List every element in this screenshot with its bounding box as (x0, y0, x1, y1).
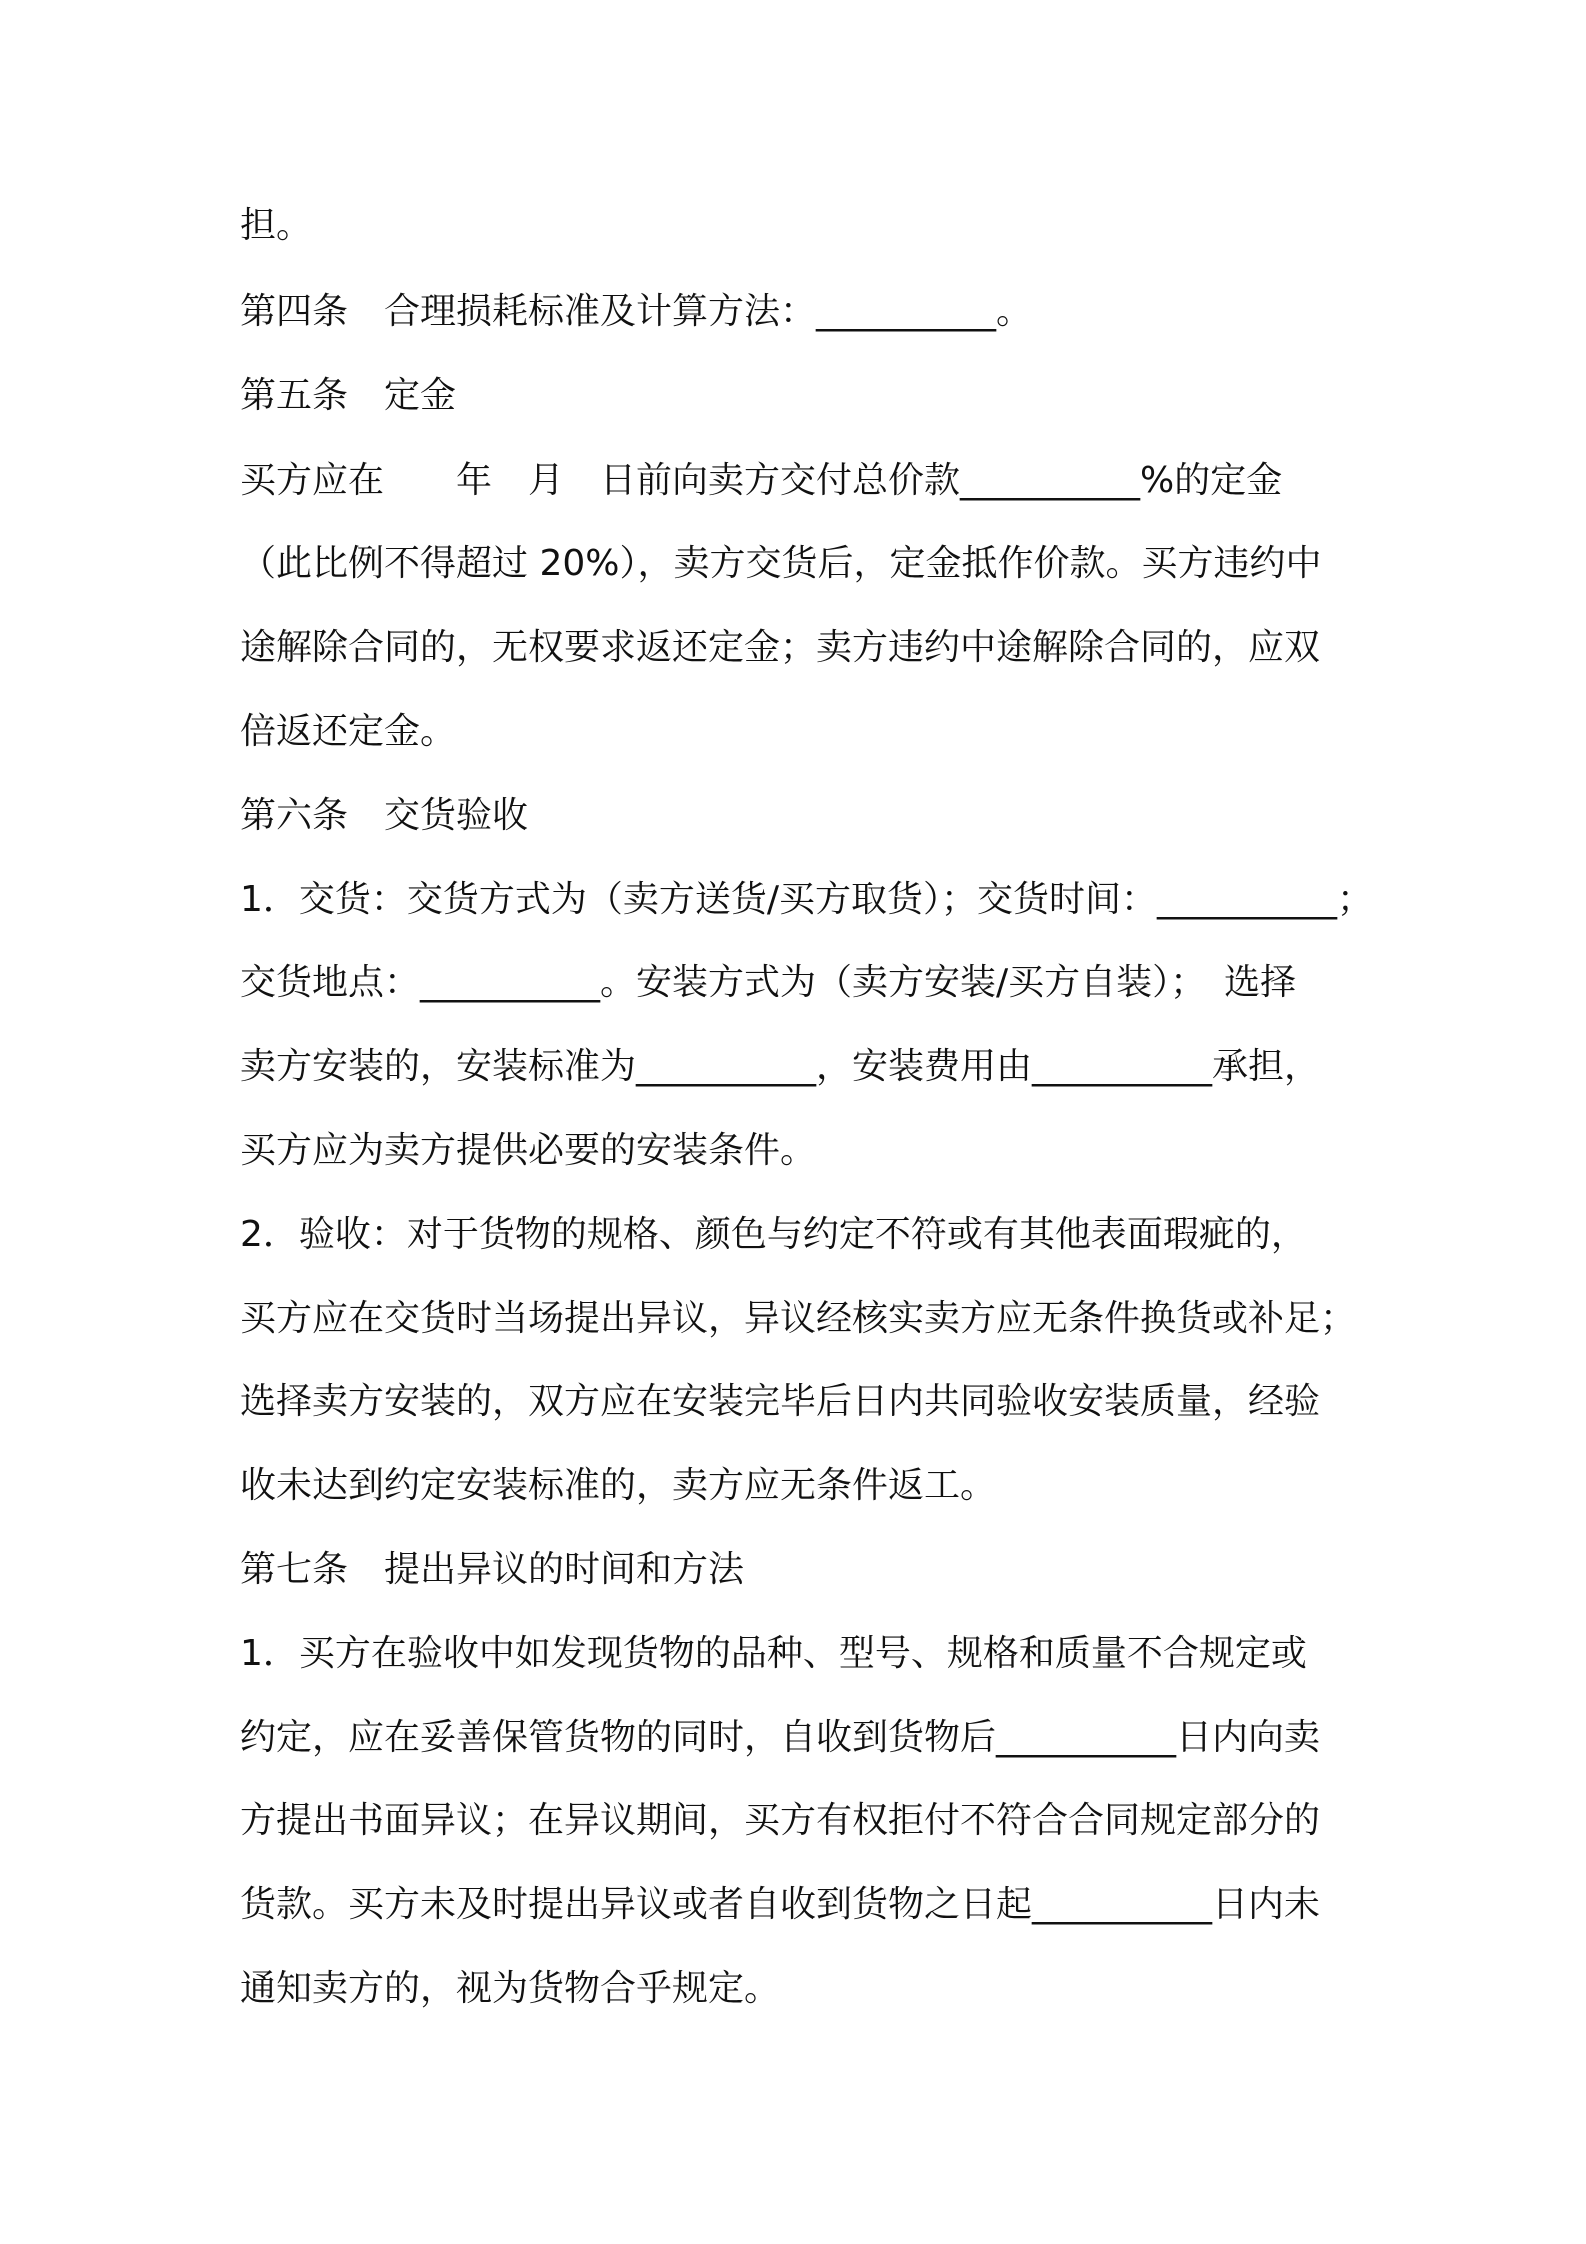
article-7-item-1-line-1: 1．买方在验收中如发现货物的品种、型号、规格和质量不合规定或 (240, 1633, 1307, 1674)
article-6-item-1-line-1: 1．交货：交货方式为（卖方送货/买方取货）；交货时间：__________； (240, 879, 1374, 920)
article-4-heading: 第四条 合理损耗标准及计算方法：__________。 (240, 291, 1033, 332)
article-6-item-2-line-2: 买方应在交货时当场提出异议，异议经核实卖方应无条件换货或补足； (240, 1298, 1357, 1339)
article-7-item-1-line-4: 货款。买方未及时提出异议或者自收到货物之日起__________日内未 (240, 1884, 1321, 1925)
article-6-item-1-line-2: 交货地点：__________。安装方式为（卖方安装/买方自装）； 选择 (240, 962, 1297, 1003)
article-7-heading: 第七条 提出异议的时间和方法 (240, 1549, 745, 1590)
article-7-item-1-line-3: 方提出书面异议；在异议期间，买方有权拒付不符合合同规定部分的 (240, 1800, 1321, 1841)
article-5-text-line-4: 倍返还定金。 (240, 711, 457, 752)
article-6-item-1-line-4: 买方应为卖方提供必要的安装条件。 (240, 1130, 817, 1171)
article-6-item-2-line-1: 2．验收：对于货物的规格、颜色与约定不符或有其他表面瑕疵的， (240, 1214, 1307, 1255)
article-6-item-1-line-3: 卖方安装的，安装标准为__________，安装费用由__________承担， (240, 1046, 1321, 1087)
article-5-heading: 第五条 定金 (240, 375, 457, 416)
article-6-heading: 第六条 交货验收 (240, 795, 529, 836)
article-5-text-line-3: 途解除合同的，无权要求返还定金；卖方违约中途解除合同的，应双 (240, 627, 1321, 668)
article-5-text-line-2: （此比例不得超过 20%），卖方交货后，定金抵作价款。买方违约中 (240, 543, 1322, 584)
article-7-item-1-line-5: 通知卖方的，视为货物合乎规定。 (240, 1968, 781, 2009)
article-6-item-2-line-3: 选择卖方安装的，双方应在安装完毕后日内共同验收安装质量，经验 (240, 1381, 1321, 1422)
article-7-item-1-line-2: 约定，应在妥善保管货物的同时，自收到货物后__________日内向卖 (240, 1717, 1321, 1758)
article-6-item-2-line-4: 收未达到约定安装标准的，卖方应无条件返工。 (240, 1465, 997, 1506)
article-5-text-line-1: 买方应在 年 月 日前向卖方交付总价款__________%的定金 (240, 460, 1283, 501)
text-line-continuation: 担。 (240, 205, 313, 246)
